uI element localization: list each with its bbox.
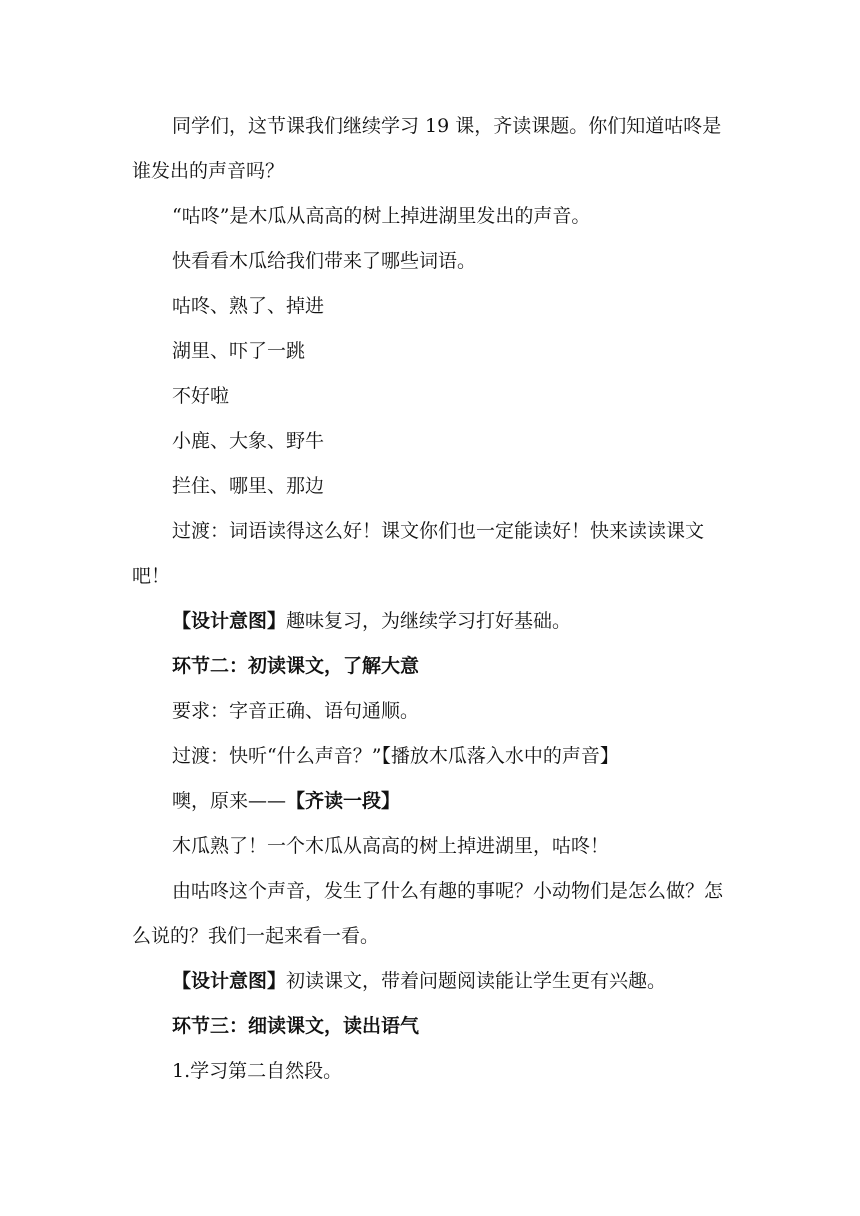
read-together-tag: 【齐读一段】 xyxy=(286,790,401,812)
paragraph-step-1: 1.学习第二自然段。 xyxy=(172,1060,343,1082)
design-intent-text: 初读课文，带着问题阅读能让学生更有兴趣。 xyxy=(286,970,667,992)
paragraph-transition-2: 过渡：快听“什么声音？”【播放木瓜落入水中的声音】 xyxy=(172,745,619,767)
paragraph-papaya: 木瓜熟了！一个木瓜从高高的树上掉进湖里，咕咚！ xyxy=(172,835,610,857)
design-intent-label: 【设计意图】 xyxy=(172,970,287,992)
design-intent-1 xyxy=(172,599,772,644)
word-list-line-2: 湖里、吓了一跳 xyxy=(172,340,306,362)
design-intent-text: 趣味复习，为继续学习打好基础。 xyxy=(286,610,572,632)
oh-text: 噢，原来—— xyxy=(172,790,287,812)
section-heading-2: 环节二：初读课文，了解大意 xyxy=(172,655,420,677)
paragraph-question: 由咕咚这个声音，发生了什么有趣的事呢？小动物们是怎么做？怎么说的？我们一起来看一看。 xyxy=(132,880,724,947)
design-intent-2 xyxy=(172,959,772,1004)
paragraph-transition-1: 过渡：词语读得这么好！课文你们也一定能读好！快来读读课文吧！ xyxy=(132,520,705,587)
word-list-line-4: 小鹿、大象、野牛 xyxy=(172,430,325,452)
section-heading-3: 环节三：细读课文，读出语气 xyxy=(172,1015,420,1037)
paragraph-requirement: 要求：字音正确、语句通顺。 xyxy=(172,700,420,722)
word-list-line-3: 不好啦 xyxy=(172,385,230,407)
word-list-line-1: 咕咚、熟了、掉进 xyxy=(172,295,325,317)
word-list-line-5: 拦住、哪里、那边 xyxy=(172,475,325,497)
paragraph-oh xyxy=(172,779,772,824)
paragraph-words-prompt: 快看看木瓜给我们带来了哪些词语。 xyxy=(172,250,477,272)
paragraph-gudong-source: “咕咚”是木瓜从高高的树上掉进湖里发出的声音。 xyxy=(172,205,591,227)
design-intent-label: 【设计意图】 xyxy=(172,610,287,632)
paragraph-intro: 同学们，这节课我们继续学习 19 课，齐读课题。你们知道咕咚是谁发出的声音吗？ xyxy=(132,115,722,182)
